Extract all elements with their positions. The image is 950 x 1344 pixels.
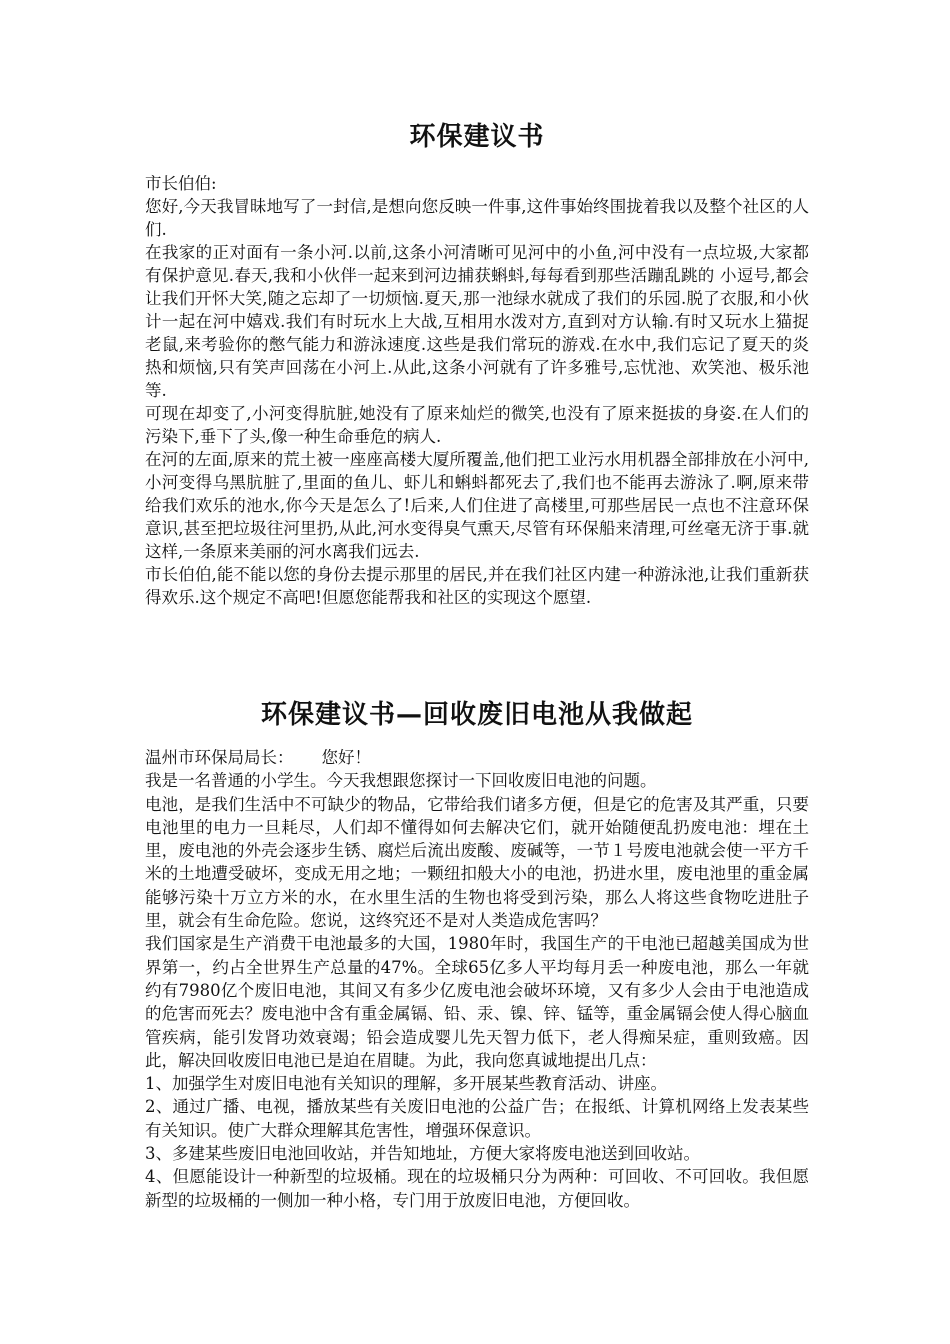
letter2-list-item: 2、通过广播、电视，播放某些有关废旧电池的公益广告；在报纸、计算机网络上发表某些有关知识。使广大群众理解其危害性，增强环保意识。 — [145, 1097, 809, 1140]
letter2-list-item: 4、但愿能设计一种新型的垃圾桶。现在的垃圾桶只分为两种：可回收、不可回收。我但愿新型的垃圾桶的一侧加一种小格，专门用于放废旧电池，方便回收。 — [145, 1167, 809, 1210]
letter1-paragraph: 您好,今天我冒昧地写了一封信,是想向您反映一件事,这件事始终围拢着我以及整个社区的人们. — [145, 197, 809, 239]
letter2-list-item: 3、多建某些废旧电池回收站，并告知地址，方便大家将废电池送到回收站。 — [145, 1144, 700, 1164]
letter1-title: 环保建议书 — [409, 122, 545, 152]
letter2-list-item: 1、加强学生对废旧电池有关知识的理解，多开展某些教育活动、讲座。 — [145, 1074, 667, 1094]
letter2-salutation-line — [145, 746, 809, 769]
letter2-paragraph: 电池，是我们生活中不可缺少的物品，它带给我们诸多方便，但是它的危害及其严重，只要电池里的电力一旦耗尽，人们却不懂得如何去解决它们，就开始随便乱扔废电池：埋在土里，废电池的外壳会逐步生锈、腐烂后流出废酸、废碱等，一节１号废电池就会使一平方千米的土地遭受破坏，变成无用之地；一颗纽扣般大小的电池，扔进水里，废电池里的重金属能够污染十万立方米的水，在水里生活的生物也将受到污染，那么人将这些食物吃进肚子里，就会有生命危险。您说，这终究还不是对人类造成危害吗？ — [145, 794, 809, 931]
letter1-body — [145, 172, 809, 609]
letter2-paragraph: 我们国家是生产消费干电池最多的大国，1980年时，我国生产的干电池已超越美国成为世界第一，约占全世界生产总量的47%。全球65亿多人平均每月丢一种废电池，那么一年就约有7980亿个废旧电池，其间又有多少亿废电池会破坏环境，又有多少人会由于电池造成的危害而死去？废电池中含有重金属镉、铅、汞、镍、锌、锰等，重金属镉会使人得心脑血管疾病，能引发肾功效衰竭；铅会造成婴儿先天智力低下，老人得痴呆症，重则致癌。因此，解决回收废旧电池已是迫在眉睫。为此，我向您真诚地提出几点： — [145, 934, 809, 1070]
letter1-paragraph: 在河的左面,原来的荒土被一座座高楼大厦所覆盖,他们把工业污水用机器全部排放在小河中,小河变得乌黑肮脏了,里面的鱼儿、虾儿和蝌蚪都死去了,我们也不能再去游泳了.啊,原来带给我们欢乐的池水,你今天是怎么了!后来,人们住进了高楼里,可那些居民一点也不注意环保意识,甚至把垃圾往河里扔,从此,河水变得臭气熏天,尽管有环保船来清理,可丝毫无济于事.就这样,一条原来美丽的河水离我们远去. — [145, 450, 809, 561]
letter2-paragraph: 我是一名普通的小学生。今天我想跟您探讨一下回收废旧电池的问题。 — [145, 771, 657, 791]
letter2-title: 环保建议书—回收废旧电池从我做起 — [260, 700, 693, 730]
letter2-greeting: 您好！ — [321, 748, 371, 767]
letter1-salutation: 市长伯伯: — [145, 174, 217, 193]
letter2-body — [145, 746, 809, 1212]
letter1-paragraph: 市长伯伯,能不能以您的身份去提示那里的居民,并在我们社区内建一种游泳池,让我们重新获得欢乐.这个规定不高吧!但愿您能帮我和社区的实现这个愿望. — [145, 565, 809, 607]
letter1-paragraph: 可现在却变了,小河变得肮脏,她没有了原来灿烂的微笑,也没有了原来挺拔的身姿.在人们的污染下,垂下了头,像一种生命垂危的病人. — [145, 404, 809, 446]
letter1-paragraph: 在我家的正对面有一条小河.以前,这条小河清晰可见河中的小鱼,河中没有一点垃圾,大家都有保护意见.春天,我和小伙伴一起来到河边捕获蝌蚪,每每看到那些活蹦乱跳的 小逗号,都会让我们开怀大笑,随之忘却了一切烦恼.夏天,那一池绿水就成了我们的乐园.脱了衣服,和小伙计一起在河中嬉戏.我们有时玩水上大战,互相用水泼对方,直到对方认输.有时又玩水上猫捉老鼠,来考验你的憋气能力和游泳速度.这些是我们常玩的游戏.在水中,我们忘记了夏天的炎热和烦恼,只有笑声回荡在小河上.从此,这条小河就有了许多雅号,忘忧池、欢笑池、极乐池等. — [145, 243, 809, 400]
letter2-salutation: 温州市环保局局长： — [145, 748, 294, 767]
